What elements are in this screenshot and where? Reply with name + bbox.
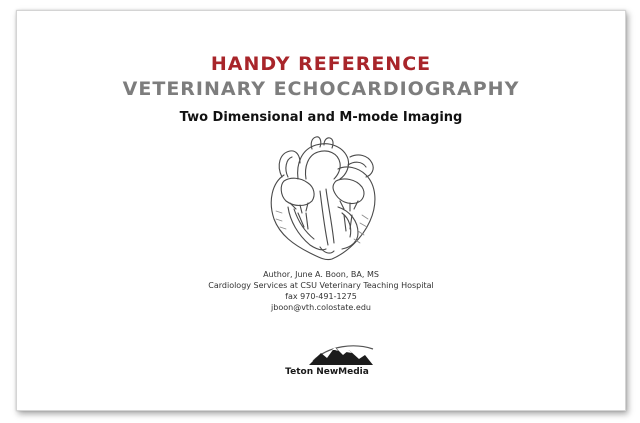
author-name: Author, June A. Boon, BA, MS (263, 270, 379, 279)
publisher-name: Teton NewMedia (285, 367, 369, 377)
book-cover (16, 10, 626, 411)
author-email: jboon@vth.colostate.edu (271, 303, 371, 312)
title-handy-reference: HANDY REFERENCE (210, 53, 432, 75)
subtitle: Two Dimensional and M-mode Imaging (179, 110, 463, 125)
author-fax: fax 970-491-1275 (285, 292, 357, 301)
title-veterinary-echocardiography: VETERINARY ECHOCARDIOGRAPHY (122, 78, 520, 100)
author-block (17, 269, 625, 313)
heart-anatomy-icon (254, 135, 394, 263)
author-affiliation: Cardiology Services at CSU Veterinary Teaching Hospital (208, 281, 434, 290)
mountain-logo-icon (299, 339, 379, 387)
